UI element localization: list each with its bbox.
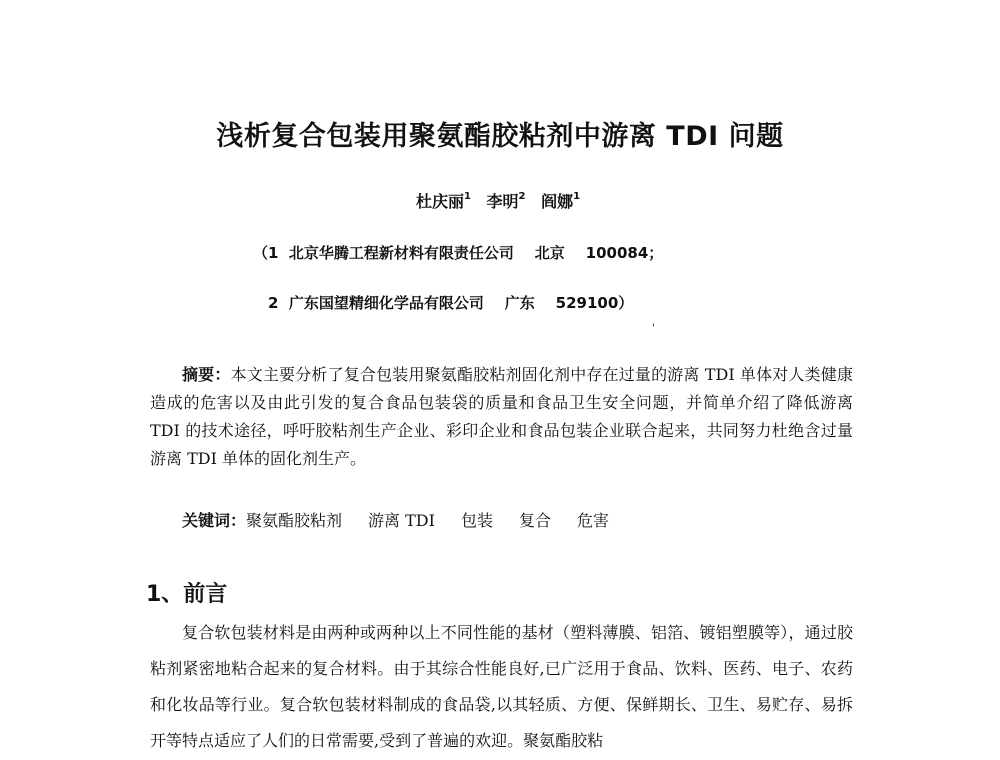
author-name: 阎娜 xyxy=(541,192,574,211)
author-name: 李明 xyxy=(486,192,519,211)
author-affiliation-index: 1 xyxy=(573,190,581,202)
affiliation-2: 2 广东国望精细化学品有限公司 广东 529100） xyxy=(268,294,634,312)
author-affiliation-index: 2 xyxy=(518,190,526,202)
abstract-paragraph xyxy=(150,361,853,473)
stray-scan-mark: ' xyxy=(652,323,655,334)
keyword: 包装 xyxy=(460,511,493,530)
keyword: 危害 xyxy=(576,511,609,530)
keywords-line xyxy=(182,508,635,531)
body-paragraph: 复合软包装材料是由两种或两种以上不同性能的基材（塑料薄膜、铝箔、镀铝塑膜等），通过胶粘剂紧密地粘合起来的复合材料。由于其综合性能良好,已广泛用于食品、饮料、医药、电子、农药和化妆品等行业。复合软包装材料制成的食品袋,以其轻质、方便、保鲜期长、卫生、易贮存、易拆开等特点适应了人们的日常需要,受到了普遍的欢迎。聚氨酯胶粘 xyxy=(150,623,853,750)
keywords-label: 关键词： xyxy=(182,511,247,530)
keyword: 聚氨酯胶粘剂 xyxy=(246,511,343,530)
abstract-label: 摘要： xyxy=(182,365,231,384)
keyword: 复合 xyxy=(518,511,551,530)
author-list xyxy=(0,189,1000,212)
author-name: 杜庆丽 xyxy=(415,192,464,211)
abstract-text: 本文主要分析了复合包装用聚氨酯胶粘剂固化剂中存在过量的游离 TDI 单体对人类健康造成的危害以及由此引发的复合食品包装袋的质量和食品卫生安全问题，并简单介绍了降低游离 TDI 的技术途径，呼吁胶粘剂生产企业、彩印企业和食品包装企业联合起来，共同努力杜绝含过量游离 TDI 单体的固化剂生产。 xyxy=(150,365,853,468)
keyword: 游离 TDI xyxy=(368,511,435,530)
paper-title: 浅析复合包装用聚氨酯胶粘剂中游离 TDI 问题 xyxy=(216,121,784,152)
author-affiliation-index: 1 xyxy=(463,190,471,202)
affiliation-1: （1 北京华腾工程新材料有限责任公司 北京 100084； xyxy=(253,244,664,262)
section-heading: 1、前言 xyxy=(146,582,228,607)
